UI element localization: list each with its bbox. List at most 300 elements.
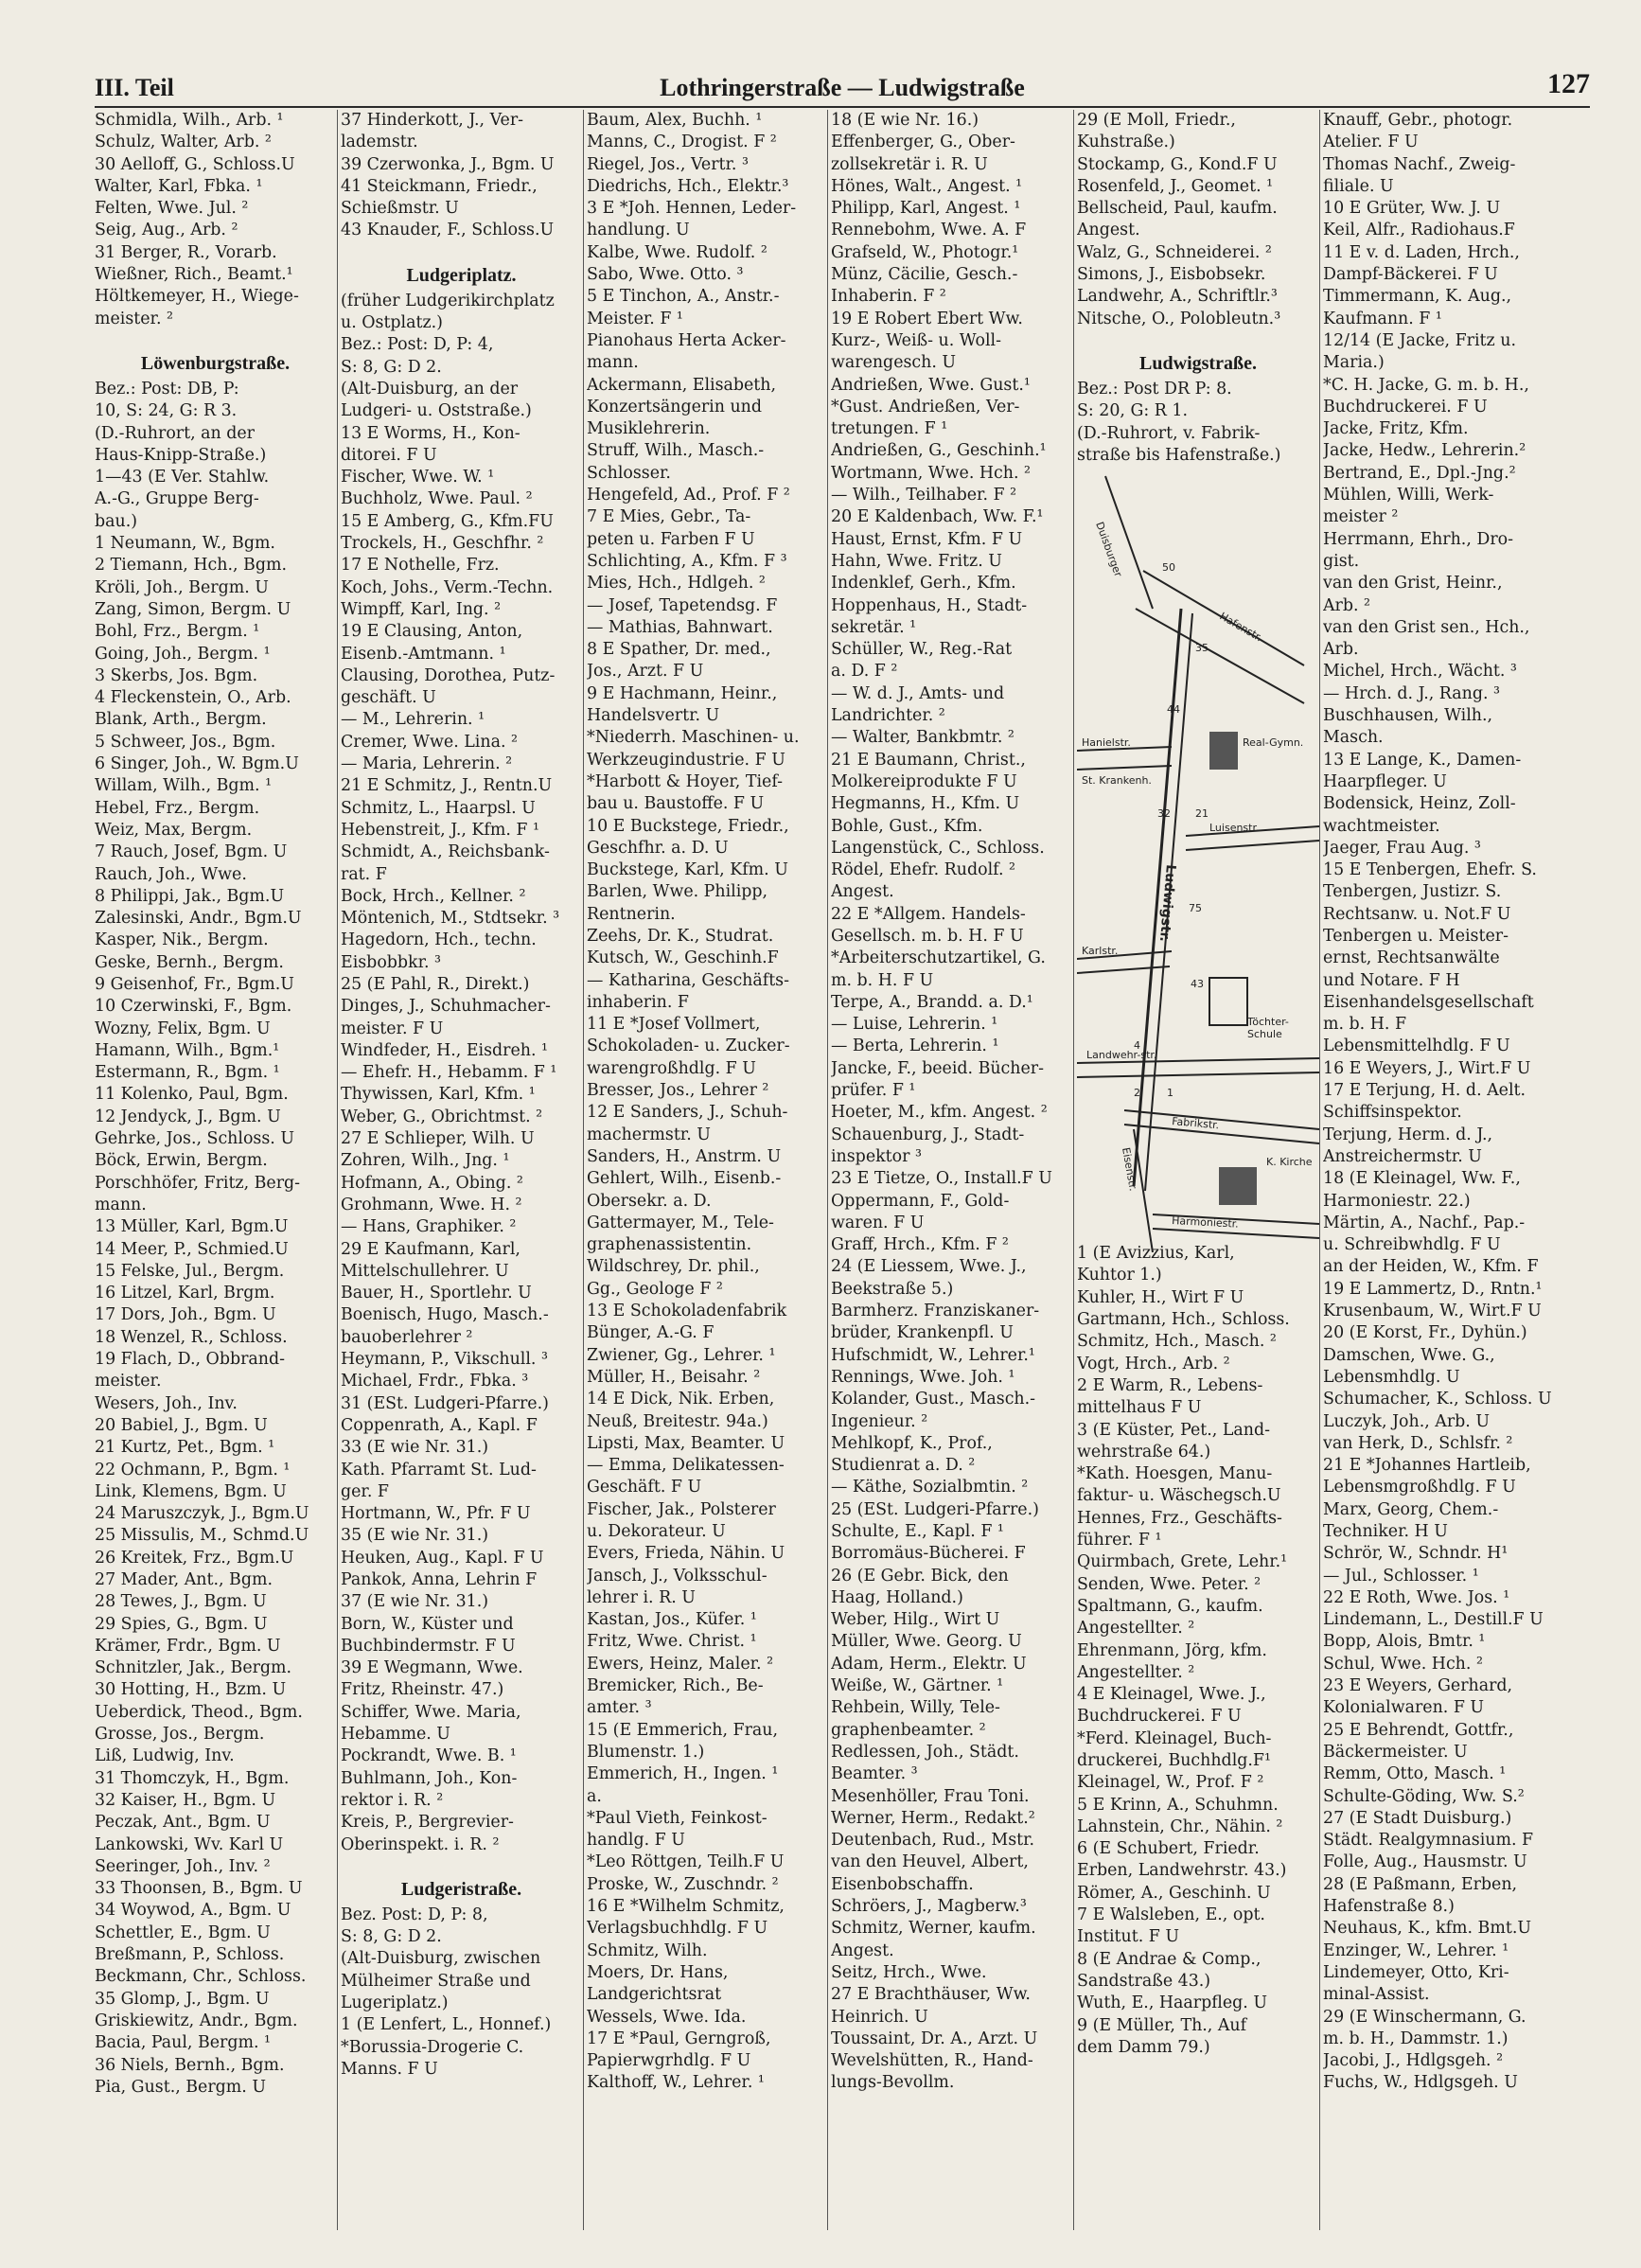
directory-entry: Kuhler, H., Wirt F U — [1077, 1287, 1244, 1307]
directory-entry: Pia, Gust., Bergm. U — [95, 2077, 266, 2097]
directory-entry: Kurz-, Weiß- u. Woll- — [831, 330, 1001, 350]
section-gap — [95, 330, 336, 347]
directory-entry: Heymann, P., Vikschull. ³ — [341, 1350, 548, 1370]
directory-entry: — Hans, Graphiker. ² — [341, 1217, 517, 1237]
directory-entry: Bremicker, Rich., Be- — [587, 1676, 764, 1696]
directory-entry: Münz, Cäcilie, Gesch.- — [831, 265, 1018, 285]
directory-entry: 4 Fleckenstein, O., Arb. — [95, 688, 291, 708]
directory-entry: Bez. Post: D, P: 8, — [341, 1905, 488, 1924]
map-number-43: 43 — [1191, 978, 1204, 990]
directory-entry: Lindemann, L., Destill.F U — [1323, 1610, 1544, 1630]
directory-entry: Heinrich. U — [831, 2007, 928, 2027]
directory-entry: Schiffsinspektor. — [1323, 1103, 1462, 1123]
directory-entry: zollsekretär i. R. U — [831, 154, 988, 174]
directory-entry: Schüller, W., Reg.-Rat — [831, 640, 1013, 660]
directory-entry: inhaberin. F — [587, 992, 689, 1012]
directory-entry: Barmherz. Franziskaner- — [831, 1302, 1040, 1321]
eisen-street — [1134, 1129, 1153, 1252]
directory-entry: Mittelschullehrer. U — [341, 1261, 509, 1281]
directory-entry: (D.-Ruhrort, v. Fabrik- — [1077, 423, 1261, 443]
directory-entry: Kaufmann. F ¹ — [1323, 309, 1442, 328]
directory-entry: Schrör, W., Schndr. H¹ — [1323, 1544, 1509, 1564]
map-label-realgymn: Real-Gymn. — [1243, 736, 1304, 749]
street-map-svg — [1077, 467, 1319, 1252]
directory-entry: A.-G., Gruppe Berg- — [95, 489, 259, 509]
directory-entry: amter. ³ — [587, 1698, 652, 1718]
directory-entry: Schmitz, L., Haarpsl. U — [341, 798, 536, 818]
directory-entry: 16 E Weyers, J., Wirt.F U — [1323, 1058, 1531, 1078]
directory-entry: 21 Kurtz, Pet., Bgm. ¹ — [95, 1438, 275, 1458]
directory-entry: Buchdruckerei. F U — [1077, 1707, 1242, 1727]
directory-entry: Hagedorn, Hch., techn. — [341, 930, 537, 950]
directory-entry: Jansch, J., Volksschul- — [587, 1566, 768, 1586]
directory-entry: 2 Tiemann, Hch., Bgm. — [95, 556, 287, 576]
directory-entry: Masch. — [1323, 728, 1384, 748]
directory-entry: 8 Philippi, Jak., Bgm.U — [95, 886, 285, 906]
directory-entry: Angestellter. ² — [1077, 1619, 1195, 1639]
directory-entry: 20 (E Korst, Fr., Dyhün.) — [1323, 1323, 1527, 1343]
directory-entry: Gg., Geologe F ² — [587, 1279, 723, 1299]
directory-entry: Schmitz, Hch., Masch. ² — [1077, 1332, 1277, 1352]
directory-entry: 27 (E Stadt Duisburg.) — [1323, 1808, 1512, 1828]
map-number-4: 4 — [1134, 1039, 1140, 1052]
directory-entry: an der Heiden, W., Kfm. F — [1323, 1257, 1539, 1277]
directory-entry: Michael, Frdr., Fbka. ³ — [341, 1372, 529, 1391]
directory-entry: Kath. Pfarramt St. Lud- — [341, 1460, 537, 1480]
directory-entry: Seig, Aug., Arb. ² — [95, 221, 238, 240]
directory-entry: Kleinagel, W., Prof. F ² — [1077, 1773, 1264, 1793]
directory-entry: Böck, Erwin, Bergm. — [95, 1151, 268, 1171]
directory-entry: — Luise, Lehrerin. ¹ — [831, 1015, 998, 1035]
directory-entry: Märtin, A., Nachf., Pap.- — [1323, 1213, 1526, 1232]
directory-entry: Manns. F U — [341, 2059, 438, 2079]
directory-entry: Jacke, Hedw., Lehrerin.² — [1323, 441, 1526, 461]
directory-entry: 33 (E wie Nr. 31.) — [341, 1438, 489, 1458]
directory-entry: van den Grist, Heinr., — [1323, 574, 1503, 594]
directory-entry: Atelier. F U — [1323, 133, 1419, 152]
directory-entry: Riegel, Jos., Vertr. ³ — [587, 154, 749, 174]
directory-entry: Gehrke, Jos., Schloss. U — [95, 1129, 294, 1149]
directory-entry: Bez.: Post DR P: 8. — [1077, 379, 1232, 399]
directory-entry: Müller, Wwe. Georg. U — [831, 1632, 1022, 1652]
directory-entry: 29 Spies, G., Bgm. U — [95, 1614, 268, 1634]
directory-entry: Ingenieur. ² — [831, 1411, 928, 1431]
directory-entry: — W. d. J., Amts- und — [831, 683, 1005, 703]
directory-entry: meister ² — [1323, 507, 1399, 527]
directory-entry: Angest. — [831, 882, 894, 902]
directory-entry: Weber, Hilg., Wirt U — [831, 1610, 1000, 1630]
hafen-street-edge — [1136, 609, 1304, 703]
directory-entry: — Walter, Bankbmtr. ² — [831, 728, 1015, 748]
directory-entry: 29 (E Winschermann, G. — [1323, 2007, 1526, 2027]
directory-entry: Coppenrath, A., Kapl. F — [341, 1415, 538, 1435]
directory-entry: 27 E Brachthäuser, Ww. — [831, 1985, 1031, 2005]
directory-entry: Fischer, Wwe. W. ¹ — [341, 468, 495, 487]
directory-entry: mann. — [587, 353, 639, 373]
map-label-karlstr: Karlstr. — [1082, 945, 1119, 957]
directory-entry: bau u. Baustoffe. F U — [587, 794, 765, 814]
directory-entry: Hebel, Frz., Bergm. — [95, 798, 260, 818]
directory-entry: 6 (E Schubert, Friedr. — [1077, 1839, 1260, 1859]
street-heading: Ludgeristraße. — [400, 1878, 522, 1900]
directory-entry: Buchdruckerei. F U — [1323, 397, 1488, 416]
school-building — [1209, 978, 1247, 1025]
directory-entry: Lebensmgroßhdlg. F U — [1323, 1478, 1516, 1497]
directory-entry: 9 (E Müller, Th., Auf — [1077, 2015, 1247, 2035]
directory-entry: *Kath. Hoesgen, Manu- — [1077, 1464, 1273, 1484]
directory-entry: 35 Glomp, J., Bgm. U — [95, 1989, 270, 2009]
directory-entry: Mies, Hch., Hdlgeh. ² — [587, 574, 766, 594]
directory-entry: Hebenstreit, J., Kfm. F ¹ — [341, 820, 539, 840]
directory-entry: Arb. ² — [1323, 595, 1371, 615]
directory-entry: Kastan, Jos., Küfer. ¹ — [587, 1610, 757, 1630]
directory-entry: Bresser, Jos., Lehrer ² — [587, 1081, 769, 1101]
directory-entry: Ueberdick, Theod., Bgm. — [95, 1702, 303, 1722]
directory-entry: Kalthoff, W., Lehrer. ¹ — [587, 2073, 765, 2093]
directory-entry: lungs-Bevollm. — [831, 2073, 955, 2093]
directory-entry: — Berta, Lehrerin. ¹ — [831, 1037, 999, 1056]
directory-entry: Langenstück, C., Schloss. — [831, 838, 1045, 858]
directory-entry: 11 E v. d. Laden, Hrch., — [1323, 242, 1520, 262]
directory-entry: (Alt-Duisburg, an der — [341, 379, 519, 399]
directory-entry: 13 Müller, Karl, Bgm.U — [95, 1217, 289, 1237]
directory-entry: Studienrat a. D. ² — [831, 1456, 976, 1476]
directory-entry: Boenisch, Hugo, Masch.- — [341, 1305, 549, 1325]
directory-entry: faktur- u. Wäschegsch.U — [1077, 1486, 1281, 1506]
directory-entry: Angest. — [1077, 221, 1140, 240]
directory-entry: graphenbeamter. ² — [831, 1720, 986, 1740]
directory-entry: Grosse, Jos., Bergm. — [95, 1725, 265, 1745]
directory-entry: Angestellter. ² — [1077, 1662, 1195, 1682]
page-header — [95, 68, 1590, 106]
directory-entry: 28 (E Paßmann, Erben, — [1323, 1874, 1518, 1894]
directory-entry: Dampf-Bäckerei. F U — [1323, 265, 1498, 285]
directory-entry: Grafseld, W., Photogr.¹ — [831, 242, 1019, 262]
directory-entry: 21 E Schmitz, J., Rentn.U — [341, 776, 553, 796]
directory-entry: Andrießen, G., Geschinh.¹ — [831, 441, 1047, 461]
directory-entry: m. b. H., Dammstr. 1.) — [1323, 2029, 1509, 2048]
directory-entry: Rennings, Wwe. Joh. ¹ — [831, 1367, 1015, 1387]
directory-entry: 1 (E Lenfert, L., Honnef.) — [341, 2015, 552, 2035]
directory-entry: Herrmann, Ehrh., Dro- — [1323, 529, 1513, 549]
directory-entry: Hamann, Wilh., Bgm.¹ — [95, 1040, 280, 1060]
directory-entry: Going, Joh., Bergm. ¹ — [95, 644, 271, 664]
directory-entry: 23 E Tietze, O., Install.F U — [831, 1169, 1052, 1189]
directory-entry: 17 E *Paul, Gerngroß, — [587, 2029, 771, 2048]
directory-entry: 2 E Warm, R., Lebens- — [1077, 1375, 1263, 1395]
directory-entry: Clausing, Dorothea, Putz- — [341, 665, 556, 685]
section-gap — [1077, 330, 1319, 347]
directory-entry: Weiße, W., Gärtner. ¹ — [831, 1676, 1004, 1696]
directory-entry: Wesers, Joh., Inv. — [95, 1393, 238, 1413]
directory-entry: 7 E Walsleben, E., opt. — [1077, 1905, 1265, 1925]
directory-entry: Erben, Landwehrstr. 43.) — [1077, 1861, 1287, 1881]
directory-entry: 25 Missulis, M., Schmd.U — [95, 1526, 309, 1546]
map-number-2: 2 — [1134, 1087, 1140, 1099]
directory-entry: — Wilh., Teilhaber. F ² — [831, 486, 1017, 505]
directory-entry: Dinges, J., Schuhmacher- — [341, 997, 551, 1017]
directory-entry: Schmitz, Werner, kaufm. — [831, 1919, 1036, 1939]
directory-entry: Mesenhöller, Frau Toni. — [831, 1786, 1030, 1806]
directory-entry: *Niederrh. Maschinen- u. — [587, 728, 800, 748]
directory-entry: Hafenstraße 8.) — [1323, 1897, 1455, 1917]
directory-entry: Felten, Wwe. Jul. ² — [95, 199, 249, 219]
page-number: 127 — [1547, 68, 1590, 99]
directory-entry: druckerei, Buchhdlg.F¹ — [1077, 1750, 1271, 1770]
directory-entry: 25 E Behrendt, Gottfr., — [1323, 1720, 1514, 1740]
directory-entry: Fischer, Jak., Polsterer — [587, 1499, 776, 1519]
directory-entry: Vogt, Hrch., Arb. ² — [1077, 1354, 1230, 1373]
directory-entry: Bauer, H., Sportlehr. U — [341, 1284, 532, 1303]
column-1 — [95, 110, 336, 2230]
directory-entry: Anstreichermstr. U — [1323, 1146, 1482, 1166]
directory-entry: 14 Meer, P., Schmied.U — [95, 1239, 289, 1259]
directory-entry: 26 Kreitek, Frz., Bgm.U — [95, 1548, 294, 1568]
directory-entry: peten u. Farben F U — [587, 529, 755, 549]
directory-entry: Kolonialwaren. F U — [1323, 1698, 1485, 1718]
directory-entry: Verlagsbuchhdlg. F U — [587, 1919, 768, 1939]
directory-entry: Hönes, Walt., Angest. ¹ — [831, 176, 1023, 196]
directory-entry: Indenklef, Gerh., Kfm. — [831, 574, 1016, 594]
church-building — [1219, 1167, 1257, 1205]
directory-entry: 9 E Hachmann, Heinr., — [587, 683, 778, 703]
directory-entry: Landrichter. ² — [831, 706, 945, 726]
directory-entry: waren. F U — [831, 1213, 925, 1232]
directory-entry: Redlessen, Joh., Städt. — [831, 1742, 1019, 1762]
directory-entry: Bock, Hrch., Kellner. ² — [341, 886, 526, 906]
haniel-street-edge — [1077, 766, 1172, 770]
directory-entry: Hoppenhaus, H., Stadt- — [831, 595, 1028, 615]
directory-entry: geschäft. U — [341, 688, 436, 708]
directory-entry: Hennes, Frz., Geschäfts- — [1077, 1508, 1282, 1528]
directory-entry: Philipp, Karl, Angest. ¹ — [831, 199, 1021, 219]
directory-entry: Städt. Realgymnasium. F — [1323, 1831, 1534, 1851]
directory-entry: Buchbindermstr. F U — [341, 1636, 516, 1656]
directory-entry: 7 Rauch, Josef, Bgm. U — [95, 842, 288, 862]
map-label-duisburger: Duisburger — [1093, 520, 1125, 579]
directory-entry: Lugeriplatz.) — [341, 1993, 449, 2013]
directory-entry: u. Ostplatz.) — [341, 313, 443, 333]
directory-entry: mittelhaus F U — [1077, 1398, 1202, 1418]
directory-entry: Mülheimer Straße und — [341, 1971, 531, 1991]
column-6 — [1323, 110, 1590, 2230]
directory-entry: Landwehr, A., Schriftlr.³ — [1077, 287, 1278, 307]
directory-entry: Grohmann, Wwe. H. ² — [341, 1195, 522, 1214]
directory-entry: 10 E Grüter, Ww. J. U — [1323, 199, 1501, 219]
directory-entry: und Notare. F H — [1323, 970, 1460, 990]
directory-entry: filiale. U — [1323, 176, 1394, 196]
directory-entry: 11 Kolenko, Paul, Bgm. — [95, 1085, 289, 1105]
map-label-hafenstr: Hafenstr. — [1217, 610, 1265, 645]
directory-entry: 32 Kaiser, H., Bgm. U — [95, 1790, 276, 1810]
directory-entry: Blank, Arth., Bergm. — [95, 710, 267, 730]
directory-entry: Enzinger, W., Lehrer. ¹ — [1323, 1940, 1509, 1960]
directory-entry: (Alt-Duisburg, zwischen — [341, 1949, 541, 1969]
directory-entry: Schulte, E., Kapl. F ¹ — [831, 1522, 1004, 1541]
directory-entry: S: 20, G: R 1. — [1077, 401, 1188, 421]
directory-entry: Höltkemeyer, H., Wiege- — [95, 287, 299, 307]
directory-entry: bau.) — [95, 511, 138, 531]
directory-entry: 8 E Spather, Dr. med., — [587, 640, 771, 660]
directory-entry: 20 E Kaldenbach, Ww. F.¹ — [831, 507, 1044, 527]
directory-entry: Beamter. ³ — [831, 1764, 918, 1784]
directory-entry: 1—43 (E Ver. Stahlw. — [95, 468, 270, 487]
directory-entry: Eisenb.-Amtmann. ¹ — [341, 644, 506, 664]
directory-entry: Wevelshütten, R., Hand- — [831, 2051, 1033, 2071]
section-gap — [341, 1856, 582, 1873]
directory-entry: 5 E Krinn, A., Schuhmn. — [1077, 1795, 1279, 1815]
directory-entry: 19 E Clausing, Anton, — [341, 622, 523, 642]
directory-entry: 13 E Lange, K., Damen- — [1323, 750, 1522, 770]
directory-entry: Schettler, E., Bgm. U — [95, 1922, 271, 1942]
directory-entry: Wozny, Felix, Bgm. U — [95, 1019, 271, 1038]
directory-entry: Ewers, Heinz, Maler. ² — [587, 1654, 774, 1674]
directory-entry: Bez.: Post: D, P: 4, — [341, 335, 494, 355]
directory-entry: Walz, G., Schneiderei. ² — [1077, 242, 1272, 262]
directory-entry: Zohren, Wilh., Jng. ¹ — [341, 1151, 510, 1171]
map-number-21: 21 — [1195, 807, 1209, 820]
map-label-kirche: K. Kirche — [1266, 1156, 1313, 1168]
directory-entry: Proske, W., Zuschndr. ² — [587, 1874, 779, 1894]
directory-entry: warengesch. U — [831, 353, 957, 373]
directory-entry: Beekstraße 5.) — [831, 1279, 954, 1299]
directory-entry: Buchholz, Wwe. Paul. ² — [341, 489, 533, 509]
directory-entry: Lahnstein, Chr., Nähin. ² — [1077, 1816, 1283, 1836]
directory-entry: Lipsti, Max, Beamter. U — [587, 1433, 785, 1453]
directory-entry: Wildschrey, Dr. phil., — [587, 1257, 760, 1277]
directory-entry: Keil, Alfr., Radiohaus.F — [1323, 221, 1515, 240]
directory-entry: Windfeder, H., Eisdreh. ¹ — [341, 1040, 548, 1060]
directory-entry: 27 E Schlieper, Wilh. U — [341, 1129, 535, 1149]
directory-entry: 39 E Wegmann, Wwe. — [341, 1658, 523, 1678]
directory-entry: ernst, Rechtsanwälte — [1323, 948, 1500, 968]
directory-entry: Graff, Hrch., Kfm. F ² — [831, 1235, 1009, 1255]
directory-entry: Toussaint, Dr. A., Arzt. U — [831, 2029, 1038, 2048]
directory-entry: wehrstraße 64.) — [1077, 1442, 1211, 1462]
directory-entry: Schiffer, Wwe. Maria, — [341, 1702, 521, 1722]
directory-entry: 14 E Dick, Nik. Erben, — [587, 1390, 775, 1409]
directory-entry: 3 (E Küster, Pet., Land- — [1077, 1420, 1270, 1440]
directory-entry: Gartmann, Hch., Schloss. — [1077, 1310, 1290, 1330]
map-label-fabrikstr: Fabrikstr. — [1171, 1115, 1220, 1132]
column-divider — [1073, 110, 1074, 2230]
directory-entry: 33 Thoonsen, B., Bgm. U — [95, 1879, 303, 1899]
directory-entry: Hofmann, A., Obing. ² — [341, 1173, 523, 1193]
directory-entry: Rentnerin. — [587, 904, 676, 924]
directory-entry: 15 E Tenbergen, Ehefr. S. — [1323, 860, 1537, 880]
directory-entry: — Jul., Schlosser. ¹ — [1323, 1566, 1479, 1586]
directory-entry: gist. — [1323, 551, 1360, 571]
map-label-hanielstr: Hanielstr. — [1082, 736, 1131, 749]
directory-entry: 3 E *Joh. Hennen, Leder- — [587, 199, 797, 219]
directory-entry: Eisenbobschaffn. — [831, 1874, 974, 1894]
directory-entry: — Käthe, Sozialbmtin. ² — [831, 1478, 1029, 1497]
directory-entry: 6 Singer, Joh., W. Bgm.U — [95, 754, 299, 774]
directory-entry: Zwiener, Gg., Lehrer. ¹ — [587, 1345, 776, 1365]
directory-entry: m. b. H. F U — [831, 970, 934, 990]
directory-entry: 10 E Buckstege, Friedr., — [587, 816, 789, 836]
directory-entry: Bacia, Paul, Bergm. ¹ — [95, 2033, 272, 2053]
map-number-50: 50 — [1162, 561, 1175, 574]
directory-entry: a. D. F ² — [831, 662, 898, 682]
directory-entry: rektor i. R. ² — [341, 1790, 444, 1810]
directory-entry: Hahn, Wwe. Fritz. U — [831, 551, 1002, 571]
directory-entry: Struff, Wilh., Masch.- — [587, 441, 765, 461]
section-gap — [341, 242, 582, 259]
directory-entry: Musiklehrerin. — [587, 419, 711, 439]
directory-entry: Estermann, R., Bgm. ¹ — [95, 1063, 280, 1083]
directory-entry: 22 Ochmann, P., Bgm. ¹ — [95, 1460, 291, 1480]
directory-entry: Oberinspekt. i. R. ² — [341, 1834, 500, 1854]
landwehr-street-edge — [1077, 1072, 1319, 1077]
directory-entry: Schul, Wwe. Hch. ² — [1323, 1654, 1483, 1674]
directory-entry: 18 (E wie Nr. 16.) — [831, 111, 979, 130]
column-divider — [337, 110, 338, 2230]
directory-entry: 1 (E Avizzius, Karl, — [1077, 1244, 1235, 1264]
directory-entry: Buhlmann, Joh., Kon- — [341, 1768, 518, 1788]
directory-entry: 34 Woywod, A., Bgm. U — [95, 1901, 291, 1921]
directory-entry: Fritz, Wwe. Christ. ¹ — [587, 1632, 757, 1652]
directory-entry: 1 Neumann, W., Bgm. — [95, 534, 275, 554]
directory-entry: Molkereiprodukte F U — [831, 771, 1017, 791]
directory-entry: Fritz, Rheinstr. 47.) — [341, 1680, 504, 1700]
directory-entry: graphenassistentin. — [587, 1235, 752, 1255]
directory-entry: Pockrandt, Wwe. B. ¹ — [341, 1746, 517, 1766]
directory-entry: 39 Czerwonka, J., Bgm. U — [341, 154, 555, 174]
directory-entry: Hufschmidt, W., Lehrer.¹ — [831, 1345, 1035, 1365]
directory-entry: Kasper, Nik., Bergm. — [95, 930, 269, 950]
directory-entry: Krusenbaum, W., Wirt.F U — [1323, 1302, 1542, 1321]
directory-entry: Lankowski, Wv. Karl U — [95, 1834, 284, 1854]
directory-entry: 36 Niels, Bernh., Bgm. — [95, 2055, 285, 2075]
directory-entry: Jancke, F., beeid. Bücher- — [831, 1058, 1044, 1078]
directory-entry: Stockamp, G., Kond.F U — [1077, 154, 1278, 174]
directory-entry: minal-Assist. — [1323, 1985, 1430, 2005]
directory-entry: Zang, Simon, Bergm. U — [95, 599, 291, 619]
directory-entry: lademstr. — [341, 133, 418, 152]
directory-entry: ditorei. F U — [341, 445, 437, 465]
directory-entry: — M., Lehrerin. ¹ — [341, 710, 485, 730]
directory-entry: 13 E Schokoladenfabrik — [587, 1302, 787, 1321]
directory-entry: Zalesinski, Andr., Bgm.U — [95, 909, 302, 929]
directory-entry: 35 (E wie Nr. 31.) — [341, 1526, 489, 1546]
directory-entry: 30 Aelloff, G., Schloss.U — [95, 154, 295, 174]
directory-entry: S: 8, G: D 2. — [341, 1927, 442, 1947]
directory-entry: Cremer, Wwe. Lina. ² — [341, 732, 518, 752]
directory-entry: Schumacher, K., Schloss. U — [1323, 1390, 1552, 1409]
map-label-luisenstr: Luisenstr. — [1209, 822, 1260, 834]
street-heading: Ludgeriplatz. — [406, 264, 517, 286]
directory-entry: Oppermann, F., Gold- — [831, 1191, 1010, 1211]
directory-entry: *Harbott & Hoyer, Tief- — [587, 771, 784, 791]
directory-entry: Seitz, Hrch., Wwe. — [831, 1962, 987, 1982]
directory-entry: Rehbein, Willy, Tele- — [831, 1698, 1000, 1718]
directory-entry: Geschfhr. a. D. U — [587, 838, 729, 858]
directory-entry: Peczak, Ant., Bgm. U — [95, 1813, 271, 1833]
directory-entry: Techniker. H U — [1323, 1522, 1448, 1541]
directory-entry: Sandstraße 43.) — [1077, 1971, 1211, 1991]
directory-entry: Senden, Wwe. Peter. ² — [1077, 1574, 1262, 1594]
directory-entry: lehrer i. R. U — [587, 1587, 696, 1607]
directory-entry: dem Damm 79.) — [1077, 2037, 1210, 2057]
directory-entry: Römer, A., Geschinh. U — [1077, 1883, 1271, 1903]
directory-entry: Tenbergen, Justizr. S. — [1323, 882, 1502, 902]
directory-entry: Deutenbach, Rud., Mstr. — [831, 1831, 1035, 1851]
directory-entry: 41 Steickmann, Friedr., — [341, 176, 538, 196]
directory-entry: Knauff, Gebr., photogr. — [1323, 111, 1513, 130]
directory-entry: Jacobi, J., Hdlgsgeh. ² — [1323, 2051, 1504, 2071]
directory-entry: *Ferd. Kleinagel, Buch- — [1077, 1728, 1272, 1748]
